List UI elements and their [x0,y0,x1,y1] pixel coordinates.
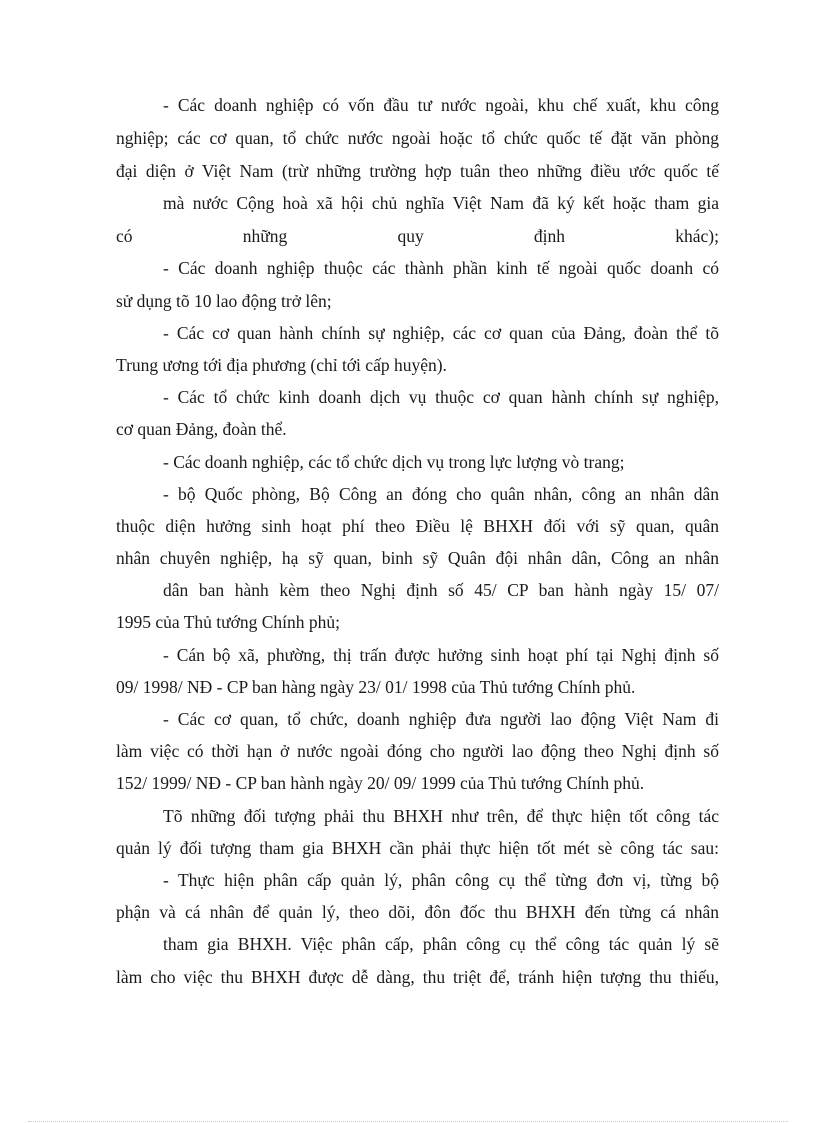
text-line: - bộ Quốc phòng, Bộ Công an đóng cho quân nhân, công an nhân dân [163,484,719,504]
text-line: - Các cơ quan, tổ chức, doanh nghiệp đưa người lao động Việt Nam đi [163,709,719,729]
text-line: 09/ 1998/ NĐ - CP ban hàng ngày 23/ 01/ 1998 của Thủ tướng Chính phủ. [116,677,636,697]
text-line: có những quy định khác); [116,226,719,246]
text-line: cơ quan Đảng, đoàn thể. [116,419,287,439]
text-line: Tõ những đối tượng phải thu BHXH như trên, để thực hiện tốt công tác [163,806,719,826]
text-line: đại diện ở Việt Nam (trừ những trường hợp tuân theo những điều ước quốc tế [116,161,719,181]
text-line: 1995 của Thủ tướng Chính phủ; [116,612,341,632]
text-line: sử dụng tõ 10 lao động trở lên; [116,291,332,311]
text-line: phận và cá nhân để quản lý, theo dõi, đôn đốc thu BHXH đến từng cá nhân [116,902,719,922]
text-line: nhân chuyên nghiệp, hạ sỹ quan, binh sỹ Quân đội nhân dân, Công an nhân [116,548,719,568]
page-bottom-rule [28,1121,788,1122]
text-line: mà nước Cộng hoà xã hội chủ nghĩa Việt Nam đã ký kết hoặc tham gia [163,193,719,213]
text-line: - Các cơ quan hành chính sự nghiệp, các cơ quan của Đảng, đoàn thể tõ [163,323,719,343]
text-line: - Các doanh nghiệp có vốn đầu tư nước ngoài, khu chế xuất, khu công [163,95,719,115]
text-line: - Các doanh nghiệp thuộc các thành phần kinh tế ngoài quốc doanh có [163,258,719,278]
text-line: Trung ương tới địa phương (chỉ tới cấp huyện). [116,355,447,375]
text-line: - Cán bộ xã, phường, thị trấn được hưởng sinh hoạt phí tại Nghị định số [163,645,719,665]
text-line: làm việc có thời hạn ở nước ngoài đóng cho người lao động theo Nghị định số [116,741,719,761]
text-line: 152/ 1999/ NĐ - CP ban hành ngày 20/ 09/ 1999 của Thủ tướng Chính phủ. [116,773,645,793]
text-line: dân ban hành kèm theo Nghị định số 45/ CP ban hành ngày 15/ 07/ [163,580,719,600]
text-line: quản lý đối tượng tham gia BHXH cần phải thực hiện tốt mét sè công tác sau: [116,838,719,858]
text-line: - Các doanh nghiệp, các tổ chức dịch vụ trong lực lượng vò trang; [163,452,625,472]
text-line: tham gia BHXH. Việc phân cấp, phân công cụ thể công tác quản lý sẽ [163,934,719,954]
text-line: thuộc diện hưởng sinh hoạt phí theo Điều lệ BHXH đối với sỹ quan, quân [116,516,719,536]
text-line: nghiệp; các cơ quan, tổ chức nước ngoài hoặc tổ chức quốc tế đặt văn phòng [116,128,719,148]
text-line: - Thực hiện phân cấp quản lý, phân công cụ thể từng đơn vị, từng bộ [163,870,719,890]
text-line: làm cho việc thu BHXH được dễ dàng, thu triệt để, tránh hiện tượng thu thiếu, [116,967,719,987]
text-line: - Các tổ chức kinh doanh dịch vụ thuộc cơ quan hành chính sự nghiệp, [163,387,719,407]
